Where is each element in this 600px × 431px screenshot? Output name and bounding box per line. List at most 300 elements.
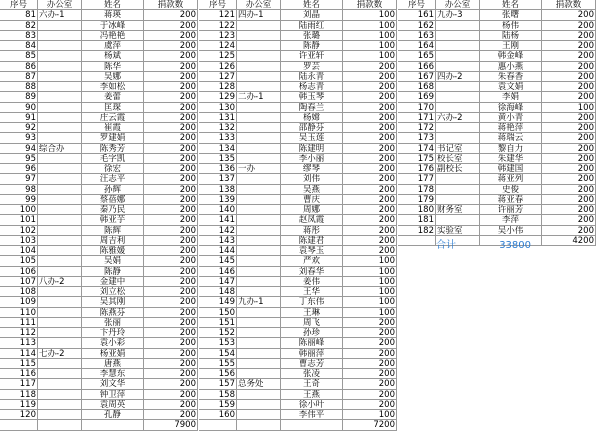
table-cell[interactable]: 200 (144, 277, 198, 287)
table-cell[interactable]: 180 (398, 205, 436, 215)
table-cell[interactable]: 秦乃民 (82, 205, 144, 215)
table-cell[interactable]: 200 (144, 349, 198, 359)
table-cell[interactable]: 168 (398, 82, 436, 92)
table-cell[interactable]: 罗芸 (281, 62, 343, 72)
table-cell[interactable]: 李如松 (82, 82, 144, 92)
table-cell[interactable] (237, 390, 281, 400)
table-cell[interactable] (237, 51, 281, 61)
table-cell[interactable]: 200 (343, 195, 397, 205)
table-cell[interactable]: 九办-1 (237, 297, 281, 307)
table-cell[interactable]: 200 (343, 185, 397, 195)
table-cell[interactable]: 127 (199, 72, 237, 82)
table-cell[interactable]: 蒋亚春 (480, 195, 542, 205)
table-cell[interactable]: 107 (0, 277, 38, 287)
table-cell[interactable] (237, 328, 281, 338)
table-cell[interactable] (38, 21, 82, 31)
table-cell[interactable]: 王燕 (281, 390, 343, 400)
table-cell[interactable]: 蒋艳萍 (480, 123, 542, 133)
table-cell[interactable]: 吴小伟 (480, 226, 542, 236)
table-cell[interactable]: 许丽芳 (480, 205, 542, 215)
table-cell[interactable]: 200 (144, 154, 198, 164)
table-cell[interactable]: 200 (144, 318, 198, 328)
table-cell[interactable]: 200 (542, 72, 596, 82)
table-cell[interactable]: 200 (144, 51, 198, 61)
table-cell[interactable]: 173 (398, 133, 436, 143)
table-cell[interactable] (237, 31, 281, 41)
table-cell[interactable]: 164 (398, 41, 436, 51)
table-cell[interactable] (38, 390, 82, 400)
table-cell[interactable]: 131 (199, 113, 237, 123)
table-cell[interactable]: 115 (0, 359, 38, 369)
table-cell[interactable]: 杨嫦 (281, 113, 343, 123)
table-cell[interactable] (436, 185, 480, 195)
table-cell[interactable] (38, 31, 82, 41)
table-cell[interactable]: 200 (144, 185, 198, 195)
table-cell[interactable] (237, 215, 281, 225)
table-cell[interactable]: 97 (0, 174, 38, 184)
table-cell[interactable] (38, 185, 82, 195)
table-cell[interactable] (436, 62, 480, 72)
table-cell[interactable]: 179 (398, 195, 436, 205)
table-cell[interactable] (38, 62, 82, 72)
table-cell[interactable]: 122 (199, 21, 237, 31)
table-cell[interactable]: 吴娟 (82, 256, 144, 266)
table-cell[interactable]: 韩亚芋 (82, 215, 144, 225)
table-cell[interactable] (38, 72, 82, 82)
table-cell[interactable] (237, 308, 281, 318)
table-cell[interactable]: 陶春兰 (281, 103, 343, 113)
table-cell[interactable]: 200 (144, 62, 198, 72)
table-cell[interactable]: 200 (343, 113, 397, 123)
table-cell[interactable] (436, 215, 480, 225)
table-cell[interactable]: 200 (542, 154, 596, 164)
table-cell[interactable]: 许亚轩 (281, 51, 343, 61)
table-cell[interactable] (237, 369, 281, 379)
table-cell[interactable] (237, 133, 281, 143)
table-cell[interactable] (38, 154, 82, 164)
table-cell[interactable]: 袁文娟 (480, 82, 542, 92)
table-cell[interactable]: 113 (0, 338, 38, 348)
table-cell[interactable]: 陈辉 (82, 226, 144, 236)
table-cell[interactable]: 杨伟 (480, 21, 542, 31)
table-cell[interactable]: 81 (0, 10, 38, 20)
table-cell[interactable]: 200 (144, 410, 198, 420)
table-cell[interactable]: 200 (144, 287, 198, 297)
table-cell[interactable]: 蒋瑛 (82, 10, 144, 20)
table-cell[interactable]: 116 (0, 369, 38, 379)
table-cell[interactable]: 王华 (281, 287, 343, 297)
table-cell[interactable]: 200 (343, 390, 397, 400)
table-cell[interactable]: 200 (343, 133, 397, 143)
table-cell[interactable]: 袁琴玉 (281, 246, 343, 256)
table-cell[interactable]: 174 (398, 144, 436, 154)
table-cell[interactable]: 200 (542, 51, 596, 61)
table-cell[interactable]: 200 (144, 308, 198, 318)
table-cell[interactable]: 200 (542, 31, 596, 41)
table-cell[interactable]: 200 (343, 154, 397, 164)
table-cell[interactable] (237, 318, 281, 328)
table-cell[interactable]: 八办-2 (38, 277, 82, 287)
table-cell[interactable]: 罗建娟 (82, 133, 144, 143)
table-cell[interactable]: 167 (398, 72, 436, 82)
table-cell[interactable]: 蔡蓓娜 (82, 195, 144, 205)
table-cell[interactable]: 六办-2 (436, 113, 480, 123)
table-cell[interactable] (237, 62, 281, 72)
table-cell[interactable]: 陈建明 (281, 144, 343, 154)
table-cell[interactable]: 101 (0, 215, 38, 225)
table-cell[interactable] (38, 308, 82, 318)
table-cell[interactable]: 孙辉 (82, 185, 144, 195)
table-cell[interactable]: 李萍 (480, 215, 542, 225)
table-cell[interactable]: 丁东伟 (281, 297, 343, 307)
table-cell[interactable]: 李伟平 (281, 410, 343, 420)
table-cell[interactable] (237, 226, 281, 236)
table-cell[interactable]: 杨亚娟 (82, 349, 144, 359)
table-cell[interactable] (38, 82, 82, 92)
table-cell[interactable]: 89 (0, 92, 38, 102)
table-cell[interactable]: 178 (398, 185, 436, 195)
table-cell[interactable]: 99 (0, 195, 38, 205)
table-cell[interactable] (237, 400, 281, 410)
table-cell[interactable]: 141 (199, 215, 237, 225)
table-cell[interactable]: 200 (144, 359, 198, 369)
table-cell[interactable] (237, 185, 281, 195)
table-cell[interactable]: 于冰峰 (82, 21, 144, 31)
table-cell[interactable]: 陈静 (281, 41, 343, 51)
table-cell[interactable]: 韩玉琴 (281, 92, 343, 102)
table-cell[interactable]: 121 (199, 10, 237, 20)
table-cell[interactable]: 孔静 (82, 410, 144, 420)
table-cell[interactable]: 虞萍 (82, 41, 144, 51)
table-cell[interactable] (38, 338, 82, 348)
table-cell[interactable]: 137 (199, 174, 237, 184)
table-cell[interactable]: 85 (0, 51, 38, 61)
table-cell[interactable]: 200 (144, 31, 198, 41)
table-cell[interactable]: 200 (343, 144, 397, 154)
table-cell[interactable] (436, 31, 480, 41)
table-cell[interactable] (237, 349, 281, 359)
table-cell[interactable] (237, 21, 281, 31)
table-cell[interactable]: 200 (144, 379, 198, 389)
table-cell[interactable]: 92 (0, 123, 38, 133)
table-cell[interactable]: 陈丽峰 (281, 338, 343, 348)
table-cell[interactable]: 副校长 (436, 164, 480, 174)
table-cell[interactable]: 200 (542, 226, 596, 236)
table-cell[interactable] (38, 123, 82, 133)
table-cell[interactable]: 162 (398, 21, 436, 31)
table-cell[interactable] (237, 246, 281, 256)
table-cell[interactable]: 132 (199, 123, 237, 133)
table-cell[interactable]: 200 (542, 144, 596, 154)
table-cell[interactable]: 韩金峰 (480, 51, 542, 61)
table-cell[interactable]: 周吉利 (82, 236, 144, 246)
table-cell[interactable] (38, 133, 82, 143)
table-cell[interactable]: 总务处 (237, 379, 281, 389)
table-cell[interactable] (237, 154, 281, 164)
table-cell[interactable]: 刘文华 (82, 379, 144, 389)
table-cell[interactable]: 200 (343, 123, 397, 133)
table-cell[interactable]: 书记室 (436, 144, 480, 154)
table-cell[interactable] (436, 41, 480, 51)
table-cell[interactable]: 136 (199, 164, 237, 174)
table-cell[interactable] (436, 82, 480, 92)
table-cell[interactable]: 200 (542, 185, 596, 195)
table-cell[interactable]: 154 (199, 349, 237, 359)
table-cell[interactable]: 刘春华 (281, 267, 343, 277)
table-cell[interactable]: 匡琛 (82, 103, 144, 113)
table-cell[interactable]: 159 (199, 400, 237, 410)
table-cell[interactable]: 200 (542, 174, 596, 184)
table-cell[interactable] (38, 246, 82, 256)
table-cell[interactable]: 163 (398, 31, 436, 41)
table-cell[interactable]: 200 (343, 92, 397, 102)
table-cell[interactable]: 综合办 (38, 144, 82, 154)
table-cell[interactable] (237, 256, 281, 266)
table-cell[interactable] (237, 287, 281, 297)
table-cell[interactable]: 110 (0, 308, 38, 318)
table-cell[interactable]: 96 (0, 164, 38, 174)
table-cell[interactable]: 二办-1 (237, 92, 281, 102)
table-cell[interactable]: 181 (398, 215, 436, 225)
table-cell[interactable]: 100 (343, 287, 397, 297)
table-cell[interactable] (237, 195, 281, 205)
table-cell[interactable] (237, 113, 281, 123)
table-cell[interactable]: 200 (542, 215, 596, 225)
table-cell[interactable] (237, 359, 281, 369)
table-cell[interactable] (237, 338, 281, 348)
table-cell[interactable] (38, 379, 82, 389)
table-cell[interactable]: 126 (199, 62, 237, 72)
table-cell[interactable]: 111 (0, 318, 38, 328)
table-cell[interactable]: 100 (343, 410, 397, 420)
table-cell[interactable]: 200 (343, 379, 397, 389)
table-cell[interactable]: 100 (343, 308, 397, 318)
table-cell[interactable]: 200 (144, 369, 198, 379)
table-cell[interactable]: 100 (542, 103, 596, 113)
table-cell[interactable]: 123 (199, 31, 237, 41)
table-cell[interactable]: 149 (199, 297, 237, 307)
table-cell[interactable]: 崔霞 (82, 123, 144, 133)
table-cell[interactable]: 200 (542, 41, 596, 51)
table-cell[interactable]: 袁小彩 (82, 338, 144, 348)
table-cell[interactable]: 200 (343, 246, 397, 256)
table-cell[interactable]: 200 (144, 267, 198, 277)
table-cell[interactable]: 200 (144, 92, 198, 102)
table-cell[interactable]: 133 (199, 133, 237, 143)
table-cell[interactable]: 唐燕 (82, 359, 144, 369)
table-cell[interactable]: 王奇 (281, 379, 343, 389)
table-cell[interactable]: 200 (144, 205, 198, 215)
table-cell[interactable]: 张璐 (281, 31, 343, 41)
table-cell[interactable]: 200 (144, 10, 198, 20)
table-cell[interactable] (436, 174, 480, 184)
table-cell[interactable] (237, 123, 281, 133)
table-cell[interactable]: 177 (398, 174, 436, 184)
table-cell[interactable]: 200 (144, 103, 198, 113)
table-cell[interactable]: 153 (199, 338, 237, 348)
table-cell[interactable]: 91 (0, 113, 38, 123)
table-cell[interactable] (237, 103, 281, 113)
table-cell[interactable]: 徐小叶 (281, 400, 343, 410)
table-cell[interactable]: 160 (199, 410, 237, 420)
table-cell[interactable]: 100 (343, 267, 397, 277)
table-cell[interactable] (38, 369, 82, 379)
table-cell[interactable]: 200 (144, 144, 198, 154)
table-cell[interactable]: 汪志平 (82, 174, 144, 184)
table-cell[interactable]: 钟卫萍 (82, 390, 144, 400)
table-cell[interactable]: 张丽 (82, 318, 144, 328)
table-cell[interactable]: 卞丹玲 (82, 328, 144, 338)
table-cell[interactable]: 200 (542, 10, 596, 20)
table-cell[interactable]: 朱建华 (480, 154, 542, 164)
table-cell[interactable]: 刘立松 (82, 287, 144, 297)
table-cell[interactable]: 200 (144, 236, 198, 246)
table-cell[interactable]: 138 (199, 185, 237, 195)
table-cell[interactable]: 200 (144, 82, 198, 92)
table-cell[interactable] (436, 133, 480, 143)
table-cell[interactable] (237, 205, 281, 215)
table-cell[interactable]: 84 (0, 41, 38, 51)
table-cell[interactable]: 98 (0, 185, 38, 195)
table-cell[interactable]: 朱春香 (480, 72, 542, 82)
table-cell[interactable]: 缪琴 (281, 164, 343, 174)
table-cell[interactable]: 金建中 (82, 277, 144, 287)
table-cell[interactable]: 200 (144, 226, 198, 236)
table-cell[interactable]: 陆永青 (281, 72, 343, 82)
table-cell[interactable]: 200 (144, 256, 198, 266)
table-cell[interactable]: 145 (199, 256, 237, 266)
table-cell[interactable]: 蒋亚列 (480, 174, 542, 184)
table-cell[interactable]: 严欢 (281, 256, 343, 266)
table-cell[interactable] (237, 410, 281, 420)
table-cell[interactable]: 李娟 (480, 92, 542, 102)
table-cell[interactable]: 200 (542, 164, 596, 174)
table-cell[interactable]: 200 (542, 133, 596, 143)
table-cell[interactable]: 125 (199, 51, 237, 61)
table-cell[interactable] (38, 92, 82, 102)
table-cell[interactable]: 103 (0, 236, 38, 246)
table-cell[interactable]: 曹庆 (281, 195, 343, 205)
table-cell[interactable]: 200 (343, 82, 397, 92)
table-cell[interactable]: 200 (343, 164, 397, 174)
table-cell[interactable] (38, 103, 82, 113)
table-cell[interactable]: 134 (199, 144, 237, 154)
table-cell[interactable]: 陈燕芬 (82, 308, 144, 318)
table-cell[interactable]: 毛字凯 (82, 154, 144, 164)
table-cell[interactable]: 200 (144, 215, 198, 225)
table-cell[interactable]: 171 (398, 113, 436, 123)
table-cell[interactable]: 175 (398, 154, 436, 164)
table-cell[interactable]: 144 (199, 246, 237, 256)
table-cell[interactable]: 七办-2 (38, 349, 82, 359)
table-cell[interactable]: 黄小青 (480, 113, 542, 123)
table-cell[interactable]: 200 (144, 113, 198, 123)
table-cell[interactable] (38, 113, 82, 123)
table-cell[interactable]: 邵静芬 (281, 123, 343, 133)
table-cell[interactable]: 李小丽 (281, 154, 343, 164)
table-cell[interactable] (436, 92, 480, 102)
table-cell[interactable]: 200 (144, 72, 198, 82)
table-cell[interactable]: 165 (398, 51, 436, 61)
table-cell[interactable]: 124 (199, 41, 237, 51)
table-cell[interactable] (436, 103, 480, 113)
table-cell[interactable]: 蒋瑞云 (480, 133, 542, 143)
table-cell[interactable]: 王琳 (281, 308, 343, 318)
table-cell[interactable]: 170 (398, 103, 436, 113)
table-cell[interactable]: 117 (0, 379, 38, 389)
table-cell[interactable] (237, 82, 281, 92)
table-cell[interactable]: 119 (0, 400, 38, 410)
table-cell[interactable]: 157 (199, 379, 237, 389)
table-cell[interactable]: 200 (343, 338, 397, 348)
table-cell[interactable]: 200 (343, 215, 397, 225)
table-cell[interactable]: 166 (398, 62, 436, 72)
table-cell[interactable]: 102 (0, 226, 38, 236)
table-cell[interactable]: 108 (0, 287, 38, 297)
table-cell[interactable]: 120 (0, 410, 38, 420)
table-cell[interactable]: 校长室 (436, 154, 480, 164)
table-cell[interactable] (436, 21, 480, 31)
table-cell[interactable] (436, 51, 480, 61)
table-cell[interactable]: 陈雅媛 (82, 246, 144, 256)
table-cell[interactable] (237, 144, 281, 154)
table-cell[interactable]: 200 (144, 133, 198, 143)
table-cell[interactable]: 韩建国 (480, 164, 542, 174)
table-cell[interactable]: 刘伟 (281, 174, 343, 184)
table-cell[interactable]: 100 (343, 31, 397, 41)
table-cell[interactable]: 86 (0, 62, 38, 72)
table-cell[interactable]: 冯艳艳 (82, 31, 144, 41)
table-cell[interactable]: 200 (144, 328, 198, 338)
table-cell[interactable]: 200 (343, 174, 397, 184)
table-cell[interactable]: 95 (0, 154, 38, 164)
table-cell[interactable]: 161 (398, 10, 436, 20)
table-cell[interactable] (436, 195, 480, 205)
table-cell[interactable]: 史俊 (480, 185, 542, 195)
table-cell[interactable]: 128 (199, 82, 237, 92)
table-cell[interactable]: 徐海峰 (480, 103, 542, 113)
table-cell[interactable] (38, 256, 82, 266)
table-cell[interactable] (237, 72, 281, 82)
table-cell[interactable]: 孙珍 (281, 328, 343, 338)
table-cell[interactable]: 李慧东 (82, 369, 144, 379)
table-cell[interactable] (38, 215, 82, 225)
table-cell[interactable]: 139 (199, 195, 237, 205)
table-cell[interactable]: 九办-3 (436, 10, 480, 20)
table-cell[interactable]: 182 (398, 226, 436, 236)
table-cell[interactable] (38, 205, 82, 215)
table-cell[interactable]: 200 (144, 123, 198, 133)
table-cell[interactable]: 200 (144, 297, 198, 307)
table-cell[interactable]: 200 (542, 62, 596, 72)
table-cell[interactable]: 周娜 (281, 205, 343, 215)
table-cell[interactable]: 151 (199, 318, 237, 328)
table-cell[interactable]: 200 (343, 400, 397, 410)
table-cell[interactable]: 200 (343, 349, 397, 359)
table-cell[interactable]: 陈华 (82, 62, 144, 72)
table-cell[interactable]: 陆雨红 (281, 21, 343, 31)
table-cell[interactable]: 200 (343, 318, 397, 328)
table-cell[interactable] (237, 267, 281, 277)
table-cell[interactable]: 100 (343, 51, 397, 61)
table-cell[interactable]: 200 (144, 195, 198, 205)
table-cell[interactable]: 张凌 (281, 369, 343, 379)
table-cell[interactable] (38, 226, 82, 236)
table-cell[interactable]: 杨斌 (82, 51, 144, 61)
table-cell[interactable] (38, 195, 82, 205)
table-cell[interactable]: 142 (199, 226, 237, 236)
table-cell[interactable]: 赵凤霞 (281, 215, 343, 225)
